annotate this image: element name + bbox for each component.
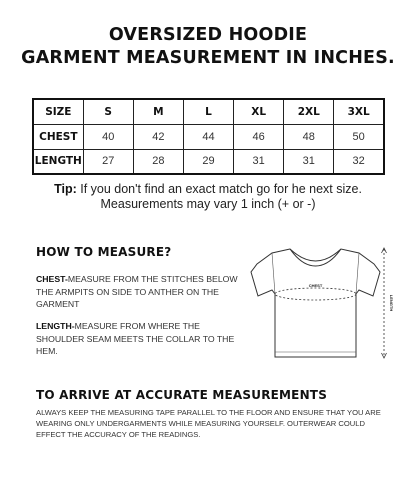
chest-instruction-text: MEASURE FROM THE STITCHES BELOW THE ARMPITS ON SIDE TO ANTHER ON THE GARMENT: [36, 274, 238, 310]
tshirt-diagram: [244, 236, 394, 366]
size-cell-3xl: 3XL: [334, 99, 384, 124]
table-cell: 29: [183, 149, 233, 174]
length-instruction-text: MEASURE FROM WHERE THE SHOULDER SEAM MEETS THE COLLAR TO THE HEM.: [36, 321, 235, 357]
size-cell-s: S: [83, 99, 133, 124]
table-cell: 28: [133, 149, 183, 174]
size-header-cell: SIZE: [33, 99, 83, 124]
accurate-measurements-heading: TO ARRIVE AT ACCURATE MEASUREMENTS: [36, 388, 328, 402]
size-chart-table: [32, 98, 385, 175]
size-cell-m: M: [133, 99, 183, 124]
table-cell: 40: [83, 124, 133, 149]
table-cell: 46: [234, 124, 284, 149]
size-cell-l: L: [183, 99, 233, 124]
tip-line-1: [0, 181, 416, 197]
table-row-chest: [33, 124, 384, 149]
tip-line-2: Measurements may vary 1 inch (+ or -): [100, 197, 316, 211]
chest-diagram-label: CHEST: [308, 283, 323, 288]
table-cell: 27: [83, 149, 133, 174]
tip-label: Tip:: [54, 182, 77, 196]
row-label-length: LENGTH: [33, 149, 83, 174]
accurate-measurements-text: ALWAYS KEEP THE MEASURING TAPE PARALLEL TO THE FLOOR AND ENSURE THAT YOU ARE WEARING ONLY UNDERGARMENTS WHILE MEASURING YOURSELF. OUTERWEAR COULD EFFECT THE ACCURACY OF THE READINGS.: [36, 408, 381, 439]
row-label-chest: CHEST: [33, 124, 83, 149]
how-to-measure-heading: HOW TO MEASURE?: [36, 245, 172, 259]
title-line-1: OVERSIZED HOODIE: [108, 25, 308, 45]
tip-text: If you don't find an exact match go for he next size.: [76, 182, 362, 196]
chest-instruction-label: CHEST-: [36, 274, 68, 284]
table-cell: 42: [133, 124, 183, 149]
size-cell-xl: XL: [234, 99, 284, 124]
table-cell: 50: [334, 124, 384, 149]
chest-instruction: [36, 273, 241, 311]
table-cell: 32: [334, 149, 384, 174]
length-diagram-label: LENGTH: [389, 294, 394, 312]
size-cell-2xl: 2XL: [284, 99, 334, 124]
table-row-length: [33, 149, 384, 174]
table-cell: 48: [284, 124, 334, 149]
table-header-row: [33, 99, 384, 124]
length-instruction-label: LENGTH-: [36, 321, 75, 331]
title-line-2: GARMENT MEASUREMENT IN INCHES.: [21, 48, 395, 68]
table-cell: 44: [183, 124, 233, 149]
tshirt-outline: [251, 249, 380, 357]
table-cell: 31: [284, 149, 334, 174]
table-cell: 31: [234, 149, 284, 174]
length-instruction: [36, 320, 241, 358]
